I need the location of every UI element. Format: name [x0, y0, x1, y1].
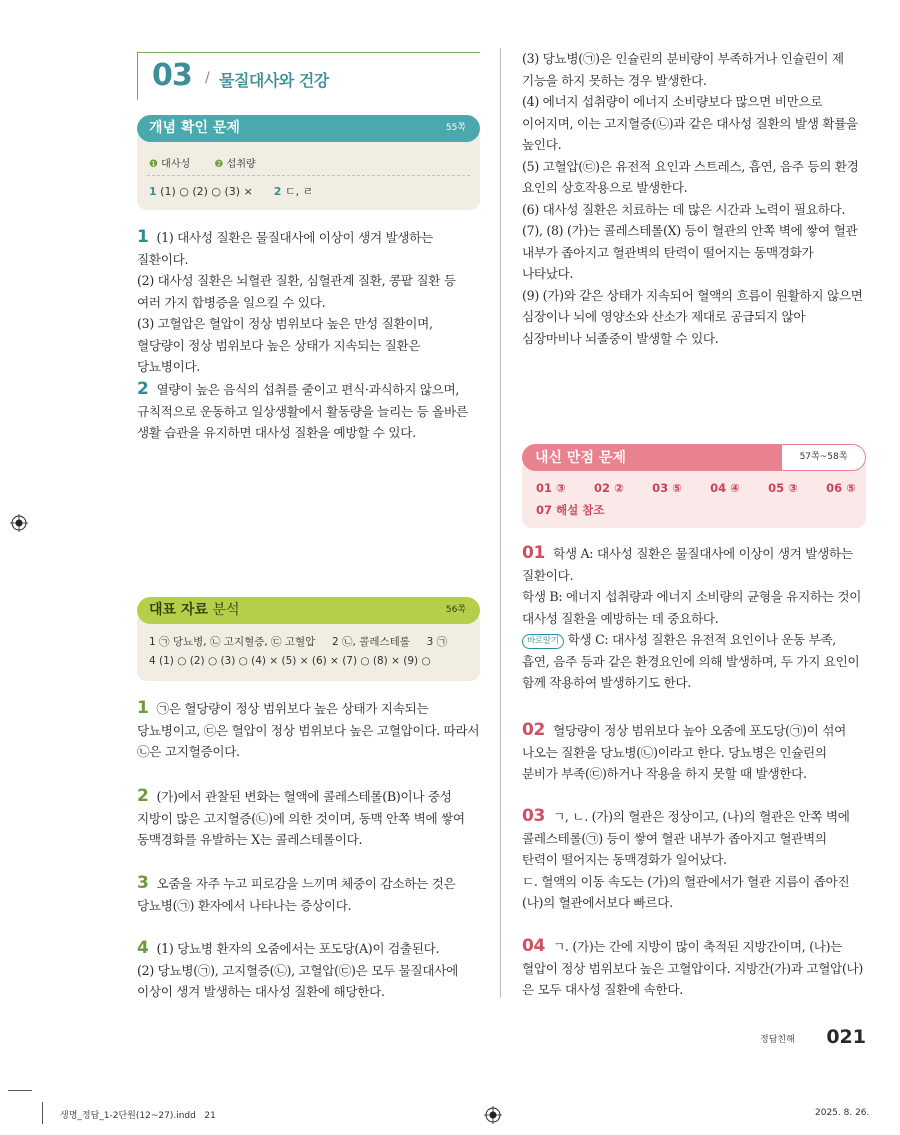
data-analysis-heading	[137, 597, 480, 624]
footer-label: 정답친해	[760, 1035, 795, 1045]
rt-line-6: (9) (가)와 같은 상태가 지속되어 혈액의 흐름이 원활하지 않으면 심장이나 뇌에 영양소와 산소가 제대로 공급되지 않아 심장마비나 뇌졸중이 발생할 수 있다.	[522, 287, 863, 346]
exam-page: 57쪽~58쪽	[799, 452, 848, 462]
exam-answer-07: 07 해설 참조	[536, 503, 605, 517]
concept-title: 개념 확인 문제	[149, 120, 240, 136]
data-analysis-title-bold: 대표 자료	[149, 602, 208, 618]
rt-line-2: (4) 에너지 섭취량이 에너지 소비량보다 많으면 비만으로 이어지며, 이는 고지혈증(㉡)과 같은 대사성 질환의 발생 확률을 높인다.	[522, 94, 858, 152]
question-number: 01	[522, 543, 546, 563]
section-slash: /	[205, 70, 210, 86]
question-number: 1	[137, 227, 149, 247]
rq1-line-3: 학생 C: 대사성 질환은 유전적 요인이나 운동 부족, 흡연, 음주 등과 같은 환경요인에 의해 발생하며, 두 가지 요인이 함께 작용하여 발생하기도 한다.	[522, 632, 860, 690]
file-name: 생명_정답_1-2단원(12~27).indd 21	[60, 1111, 216, 1121]
exam-answer-06: 06 ⑤	[826, 481, 856, 495]
answers-2: ㄷ, ㄹ	[284, 185, 314, 198]
concept-check-panel	[137, 115, 480, 210]
left-question-2	[137, 379, 480, 444]
q1-line-2: (2) 대사성 질환은 뇌혈관 질환, 심혈관계 질환, 콩팥 질환 등 여러 가지 합병증을 일으킬 수 있다.	[137, 273, 456, 310]
rt-line-1: (3) 당뇨병(㉠)은 인슐린의 분비량이 부족하거나 인슐린이 제 기능을 하지 못하는 경우 발생한다.	[522, 51, 844, 88]
question-number: 4	[137, 938, 149, 958]
column-divider	[500, 48, 501, 998]
dq2-text: (가)에서 관찰된 변화는 혈액에 콜레스테롤(B)이나 중성 지방이 많은 고지혈증(㉡)에 의한 것이며, 동맥 안쪽 벽에 쌓여 동맥경화를 유발하는 X는 콜레스테롤이다.	[137, 789, 465, 847]
data-question-1	[137, 698, 480, 763]
rq1-line-1: 학생 A: 대사성 질환은 물질대사에 이상이 생겨 발생하는 질환이다.	[522, 546, 853, 583]
data-analysis-answers-1: 1 ㉠ 당뇨병, ㉡ 고지혈증, ㉢ 고혈압 2 ㉡, 콜레스테롤 3 ㉠	[149, 636, 448, 648]
keyword-1: 대사성	[161, 159, 191, 170]
question-number: 2	[137, 379, 149, 399]
correction-badge: 바로알기	[522, 634, 564, 649]
keyword-2-mark: ❷	[214, 159, 224, 170]
rq4-text: ㄱ. (가)는 간에 지방이 많이 축적된 지방간이며, (나)는 혈압이 정상 범위보다 높은 고혈압이다. 지방간(가)과 고혈압(나)은 모두 대사성 질환에 속한다.	[522, 939, 864, 997]
rt-line-4: (6) 대사성 질환은 치료하는 데 많은 시간과 노력이 필요하다.	[522, 201, 846, 217]
answer-num-1: 1	[149, 185, 157, 198]
page-number: 021	[826, 1026, 866, 1048]
slug-rule	[8, 1090, 32, 1091]
answer-num-2: 2	[273, 185, 282, 198]
data-analysis-page: 56쪽	[445, 605, 466, 615]
q1-line-3: (3) 고혈압은 혈압이 정상 범위보다 높은 만성 질환이며, 혈당량이 정상 범위보다 높은 상태가 지속되는 질환은 당뇨병이다.	[137, 316, 433, 374]
exam-answer-01: 01 ③	[536, 481, 566, 495]
exam-question-01	[522, 543, 866, 694]
data-analysis-title-rest: 분석	[207, 602, 240, 618]
keyword-2: 섭취량	[226, 159, 256, 170]
rq3-line-2: ㄷ. 혈액의 이동 속도는 (가)의 혈관에서가 혈관 지름이 좁아진 (나)의 혈관에서보다 빠르다.	[522, 873, 850, 910]
exam-answer-05: 05 ③	[768, 481, 798, 495]
page-footer	[760, 1026, 866, 1050]
print-date: 2025. 8. 26.	[815, 1108, 870, 1118]
section-title: 물질대사와 건강	[219, 71, 329, 90]
section-number: 03	[152, 58, 192, 93]
header-top-rule	[137, 52, 480, 53]
concept-divider	[147, 175, 470, 176]
keyword-1-mark: ❶	[149, 159, 158, 170]
rq3-line-1: ㄱ, ㄴ. (가)의 혈관은 정상이고, (나)의 혈관은 안쪽 벽에 콜레스테롤(㉠) 등이 쌓여 혈관 내부가 좁아지고 혈관벽의 탄력이 떨어지는 동맥경화가 일어났다.	[522, 809, 850, 867]
data-analysis-answers-2: 4 (1) ○ (2) ○ (3) ○ (4) × (5) × (6) × (7) ○ (8) × (9) ○	[149, 655, 431, 667]
question-number: 03	[522, 806, 546, 826]
dq1-text: ㉠은 혈당량이 정상 범위보다 높은 상태가 지속되는 당뇨병이고, ㉢은 혈압이 정상 범위보다 높은 고혈압이다. 따라서 ㉡은 고지혈증이다.	[137, 701, 480, 759]
registration-mark-bottom-icon	[484, 1106, 502, 1124]
q1-line-1: (1) 대사성 질환은 물질대사에 이상이 생겨 발생하는 질환이다.	[137, 230, 434, 267]
q2-text: 열량이 높은 음식의 섭취를 줄이고 편식·과식하지 않으며, 규칙적으로 운동하고 일상생활에서 활동량을 늘리는 등 올바른 생활 습관을 유지하면 대사성 질환을 예방할 수 있다.	[137, 382, 468, 440]
exam-answer-02: 02 ②	[594, 481, 624, 495]
header-left-bracket	[137, 52, 138, 100]
dq3-text: 오줌을 자주 누고 피로감을 느끼며 체중이 감소하는 것은 당뇨병(㉠) 환자에서 나타나는 증상이다.	[137, 876, 456, 913]
data-question-2	[137, 786, 480, 851]
exam-question-03	[522, 806, 866, 914]
exam-question-02	[522, 720, 866, 785]
right-top-answers	[522, 48, 865, 349]
exam-question-04	[522, 936, 866, 1001]
dq4-line-1: (1) 당뇨병 환자의 오줌에서는 포도당(A)이 검출된다.	[156, 941, 440, 956]
exam-answer-04: 04 ④	[710, 481, 740, 495]
rt-line-5: (7), (8) (가)는 콜레스테롤(X) 등이 혈관의 안쪽 벽에 쌓여 혈관 내부가 좁아지고 혈관벽의 탄력이 떨어지는 동맥경화가 나타났다.	[522, 223, 858, 281]
dq4-line-2: (2) 당뇨병(㉠), 고지혈증(㉡), 고혈압(㉢)은 모두 물질대사에 이상이 생겨 발생하는 대사성 질환에 해당한다.	[137, 962, 459, 999]
rq1-line-2: 학생 B: 에너지 섭취량과 에너지 소비량의 균형을 유지하는 것이 대사성 질환을 예방하는 데 중요하다.	[522, 589, 862, 626]
exam-answer-03: 03 ⑤	[652, 481, 682, 495]
exam-page-tab	[782, 445, 865, 470]
data-analysis-panel	[137, 597, 480, 681]
left-question-1	[137, 227, 480, 378]
exam-panel	[522, 444, 866, 528]
rt-line-3: (5) 고혈압(㉢)은 유전적 요인과 스트레스, 흡연, 음주 등의 환경 요인의 상호작용으로 발생한다.	[522, 158, 859, 195]
question-number: 02	[522, 720, 546, 740]
exam-title: 내신 만점 문제	[535, 450, 626, 466]
slug-bar	[42, 1102, 43, 1124]
question-number: 04	[522, 936, 546, 956]
answers-1: (1) ○ (2) ○ (3) ×	[160, 185, 253, 198]
section-header	[137, 52, 480, 102]
question-number: 1	[137, 698, 149, 718]
registration-mark-icon	[10, 514, 28, 532]
data-question-3	[137, 873, 480, 916]
concept-keywords	[149, 155, 256, 170]
question-number: 2	[137, 786, 149, 806]
concept-answers	[149, 183, 313, 199]
data-question-4	[137, 938, 480, 1003]
rq2-text: 혈당량이 정상 범위보다 높아 오줌에 포도당(㉠)이 섞여 나오는 질환을 당뇨병(㉡)이라고 한다. 당뇨병은 인슐린의 분비가 부족(㉢)하거나 작용을 하지 못할 때 발생한다.	[522, 723, 846, 781]
concept-heading	[137, 115, 480, 142]
concept-page: 55쪽	[445, 123, 466, 133]
question-number: 3	[137, 873, 149, 893]
exam-answers-row	[536, 481, 856, 495]
